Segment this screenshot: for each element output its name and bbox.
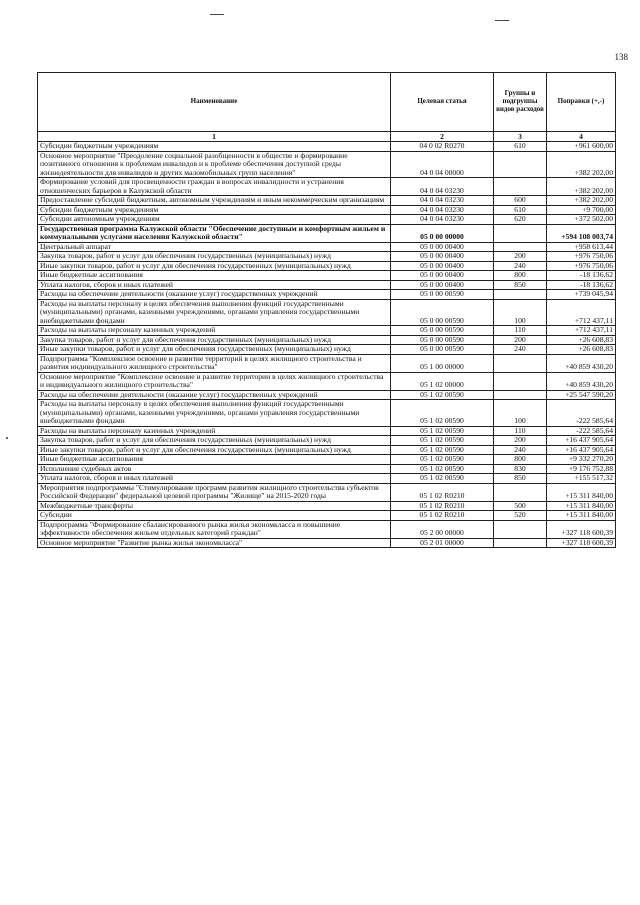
row-group-code: 500 [494, 501, 547, 511]
header-amendments: Поправки (+,-) [547, 73, 616, 132]
row-amount: +15 311 840,00 [547, 483, 616, 501]
row-target-code: 05 1 00 00000 [391, 354, 494, 372]
row-group-code: 200 [494, 252, 547, 262]
row-target-code: 05 0 00 00400 [391, 261, 494, 271]
table-row [38, 372, 616, 390]
row-name: Центральный аппарат [38, 242, 391, 252]
row-name: Закупка товаров, работ и услуг для обеспечения государственных (муниципальных) нужд [38, 252, 391, 262]
row-amount: +382 202,00 [547, 196, 616, 206]
row-name: Субсидии автономным учреждениям [38, 215, 391, 225]
scan-dot [6, 437, 8, 439]
table-row [38, 215, 616, 225]
row-target-code: 05 0 00 00590 [391, 299, 494, 326]
row-target-code: 04 0 04 03230 [391, 205, 494, 215]
table-row [38, 326, 616, 336]
table-row [38, 271, 616, 281]
row-name: Расходы на обеспечение деятельности (оказание услуг) государственных учреждений [38, 290, 391, 300]
row-target-code: 05 2 00 00000 [391, 520, 494, 538]
row-target-code: 05 1 02 00590 [391, 436, 494, 446]
row-name: Мероприятия подпрограммы "Стимулирование программ развития жилищного строительства субъектов Российской Федерации" федеральной целевой программы "Жилище" на 2015-2020 годы [38, 483, 391, 501]
row-name: Субсидии бюджетным учреждениям [38, 142, 391, 152]
row-group-code [494, 151, 547, 178]
row-group-code: 110 [494, 426, 547, 436]
table-row [38, 299, 616, 326]
row-target-code: 05 0 00 00590 [391, 335, 494, 345]
header-row [38, 73, 616, 132]
row-name: Субсидии бюджетным учреждениям [38, 205, 391, 215]
table-row [38, 290, 616, 300]
row-amount: +40 859 430,20 [547, 354, 616, 372]
row-amount: +382 202,00 [547, 151, 616, 178]
row-name: Основное мероприятие "Комплексное освоение и развитие территории в целях жилищного строительства и индивидуального жилищного строительства" [38, 372, 391, 390]
row-target-code: 05 0 00 00590 [391, 326, 494, 336]
page-number: 138 [614, 52, 628, 62]
row-name: Основное мероприятие "Развитие рынка жилья экономкласса" [38, 538, 391, 548]
column-number: 2 [391, 132, 494, 142]
row-name: Иные закупки товаров, работ и услуг для обеспечения государственных (муниципальных) нужд [38, 345, 391, 355]
row-amount: +25 547 590,20 [547, 390, 616, 400]
row-name: Государственная программа Калужской области "Обеспечение доступным и комфортным жильем и коммунальными услугами населения Калужской области" [38, 224, 391, 242]
row-group-code: 100 [494, 299, 547, 326]
row-amount: +372 502,00 [547, 215, 616, 225]
table-row [38, 354, 616, 372]
row-group-code [494, 372, 547, 390]
row-name: Основное мероприятие "Преодоление социальной разобщенности в обществе и формирование позитивного отношения к проблемам инвалидов и к проблеме обеспечения доступной среды жизнедеятельности для инвалидов и других маломобильных групп населения" [38, 151, 391, 178]
row-amount: +15 311 840,00 [547, 501, 616, 511]
row-amount: +594 108 003,74 [547, 224, 616, 242]
row-amount: +382 202,00 [547, 178, 616, 196]
row-target-code: 04 0 04 03230 [391, 178, 494, 196]
row-group-code: 240 [494, 445, 547, 455]
table-row [38, 511, 616, 521]
row-group-code: 110 [494, 326, 547, 336]
row-target-code: 05 1 02 R0210 [391, 501, 494, 511]
table-row [38, 538, 616, 548]
row-group-code [494, 290, 547, 300]
row-amount: +327 118 600,39 [547, 520, 616, 538]
row-target-code: 04 0 02 R0270 [391, 142, 494, 152]
row-amount: -222 585,64 [547, 426, 616, 436]
row-amount: +16 437 905,64 [547, 436, 616, 446]
budget-table [37, 72, 616, 548]
row-target-code: 05 0 00 00590 [391, 345, 494, 355]
column-number: 3 [494, 132, 547, 142]
row-target-code: 04 0 04 03230 [391, 215, 494, 225]
row-name: Иные закупки товаров, работ и услуг для обеспечения государственных (муниципальных) нужд [38, 445, 391, 455]
row-group-code: 600 [494, 196, 547, 206]
row-target-code: 05 1 02 00590 [391, 445, 494, 455]
row-name: Предоставление субсидий бюджетным, автономным учреждениям и иным некоммерческим организациям [38, 196, 391, 206]
table-row [38, 142, 616, 152]
row-amount: +712 437,11 [547, 299, 616, 326]
table-body [38, 142, 616, 548]
header-name: Наименование [38, 73, 391, 132]
row-amount: -18 136,62 [547, 271, 616, 281]
table-row [38, 501, 616, 511]
row-group-code: 850 [494, 474, 547, 484]
row-group-code: 610 [494, 142, 547, 152]
row-name: Подпрограмма "Формирование сбалансированного рынка жилья экономкласса и повышение эффективности обеспечения жильем отдельных категорий граждан" [38, 520, 391, 538]
row-amount: -18 136,62 [547, 280, 616, 290]
row-amount: +9 700,00 [547, 205, 616, 215]
row-group-code [494, 224, 547, 242]
row-name: Закупка товаров, работ и услуг для обеспечения государственных (муниципальных) нужд [38, 335, 391, 345]
row-amount: +9 332 270,20 [547, 455, 616, 465]
row-target-code: 05 0 00 00400 [391, 271, 494, 281]
row-target-code: 05 0 00 00400 [391, 242, 494, 252]
row-amount: +976 750,06 [547, 261, 616, 271]
row-target-code: 05 1 02 00590 [391, 474, 494, 484]
row-amount: +26 608,83 [547, 335, 616, 345]
row-group-code: 200 [494, 335, 547, 345]
column-number-row [38, 132, 616, 142]
row-group-code: 200 [494, 436, 547, 446]
row-group-code [494, 390, 547, 400]
row-name: Исполнение судебных актов [38, 464, 391, 474]
column-number: 1 [38, 132, 391, 142]
row-group-code: 800 [494, 455, 547, 465]
row-name: Иные закупки товаров, работ и услуг для обеспечения государственных (муниципальных) нужд [38, 261, 391, 271]
row-amount: +15 311 840,00 [547, 511, 616, 521]
row-amount: +16 437 905,64 [547, 445, 616, 455]
table-row [38, 483, 616, 501]
row-target-code: 05 1 02 00590 [391, 426, 494, 436]
row-group-code: 240 [494, 261, 547, 271]
row-amount: +40 859 430,20 [547, 372, 616, 390]
table-row [38, 151, 616, 178]
row-group-code: 520 [494, 511, 547, 521]
row-name: Субсидии [38, 511, 391, 521]
row-amount: +9 176 752,88 [547, 464, 616, 474]
scan-marks [210, 14, 510, 26]
table-row [38, 224, 616, 242]
row-target-code: 05 1 02 00590 [391, 400, 494, 427]
row-name: Расходы на выплаты персоналу в целях обеспечения выполнения функций государственными (муниципальными) органами, казенными учреждениями, органами управления государственными внебюджетными фондами [38, 299, 391, 326]
row-name: Формирование условий для просвещенности граждан в вопросах инвалидности и устранения отношенческих барьеров в Калужской области [38, 178, 391, 196]
row-name: Расходы на выплаты персоналу в целях обеспечения выполнения функций государственными (муниципальными) органами, казенными учреждениями, органами управления государственными внебюджетными фондами [38, 400, 391, 427]
table-row [38, 436, 616, 446]
row-group-code: 830 [494, 464, 547, 474]
row-target-code: 05 1 02 00590 [391, 464, 494, 474]
row-group-code [494, 178, 547, 196]
row-amount: +958 613,44 [547, 242, 616, 252]
row-target-code: 05 0 00 00400 [391, 252, 494, 262]
row-group-code [494, 520, 547, 538]
table-row [38, 345, 616, 355]
row-target-code: 05 1 02 00000 [391, 372, 494, 390]
row-target-code: 05 1 02 R0210 [391, 511, 494, 521]
column-number: 4 [547, 132, 616, 142]
row-amount: +327 118 600,39 [547, 538, 616, 548]
table-row [38, 400, 616, 427]
table-row [38, 252, 616, 262]
table-row [38, 455, 616, 465]
row-name: Расходы на выплаты персоналу казенных учреждений [38, 326, 391, 336]
row-name: Уплата налогов, сборов и иных платежей [38, 474, 391, 484]
row-group-code [494, 538, 547, 548]
row-target-code: 04 0 04 03230 [391, 196, 494, 206]
row-name: Закупка товаров, работ и услуг для обеспечения государственных (муниципальных) нужд [38, 436, 391, 446]
row-group-code: 100 [494, 400, 547, 427]
row-group-code [494, 483, 547, 501]
row-amount: +976 750,06 [547, 252, 616, 262]
row-amount: +155 517,32 [547, 474, 616, 484]
row-name: Расходы на обеспечение деятельности (оказание услуг) государственных учреждений [38, 390, 391, 400]
row-name: Иные бюджетные ассигнования [38, 271, 391, 281]
table-row [38, 178, 616, 196]
row-name: Уплата налогов, сборов и иных платежей [38, 280, 391, 290]
row-target-code: 05 1 02 00590 [391, 390, 494, 400]
row-group-code [494, 354, 547, 372]
row-amount: +712 437,11 [547, 326, 616, 336]
row-target-code: 05 0 00 00590 [391, 290, 494, 300]
row-group-code: 240 [494, 345, 547, 355]
row-group-code: 850 [494, 280, 547, 290]
table-row [38, 520, 616, 538]
row-group-code: 800 [494, 271, 547, 281]
row-target-code: 05 0 00 00400 [391, 280, 494, 290]
row-group-code: 620 [494, 215, 547, 225]
row-group-code: 610 [494, 205, 547, 215]
row-name: Расходы на выплаты персоналу казенных учреждений [38, 426, 391, 436]
row-amount: +961 600,00 [547, 142, 616, 152]
row-target-code: 05 1 02 00590 [391, 455, 494, 465]
table-row [38, 196, 616, 206]
table-row [38, 474, 616, 484]
row-amount: +26 608,83 [547, 345, 616, 355]
row-name: Межбюджетные трансферты [38, 501, 391, 511]
row-amount: +739 045,94 [547, 290, 616, 300]
header-target: Целевая статья [391, 73, 494, 132]
row-name: Иные бюджетные ассигнования [38, 455, 391, 465]
row-amount: -222 585,64 [547, 400, 616, 427]
row-name: Подпрограмма "Комплексное освоение и развитие территорий в целях жилищного строительства и развития индивидуального жилищного строительства" [38, 354, 391, 372]
row-target-code: 05 2 01 00000 [391, 538, 494, 548]
row-target-code: 05 0 00 00000 [391, 224, 494, 242]
header-groups: Группы и подгруппы видов расходов [494, 73, 547, 132]
row-target-code: 05 1 02 R0210 [391, 483, 494, 501]
row-target-code: 04 0 04 00000 [391, 151, 494, 178]
